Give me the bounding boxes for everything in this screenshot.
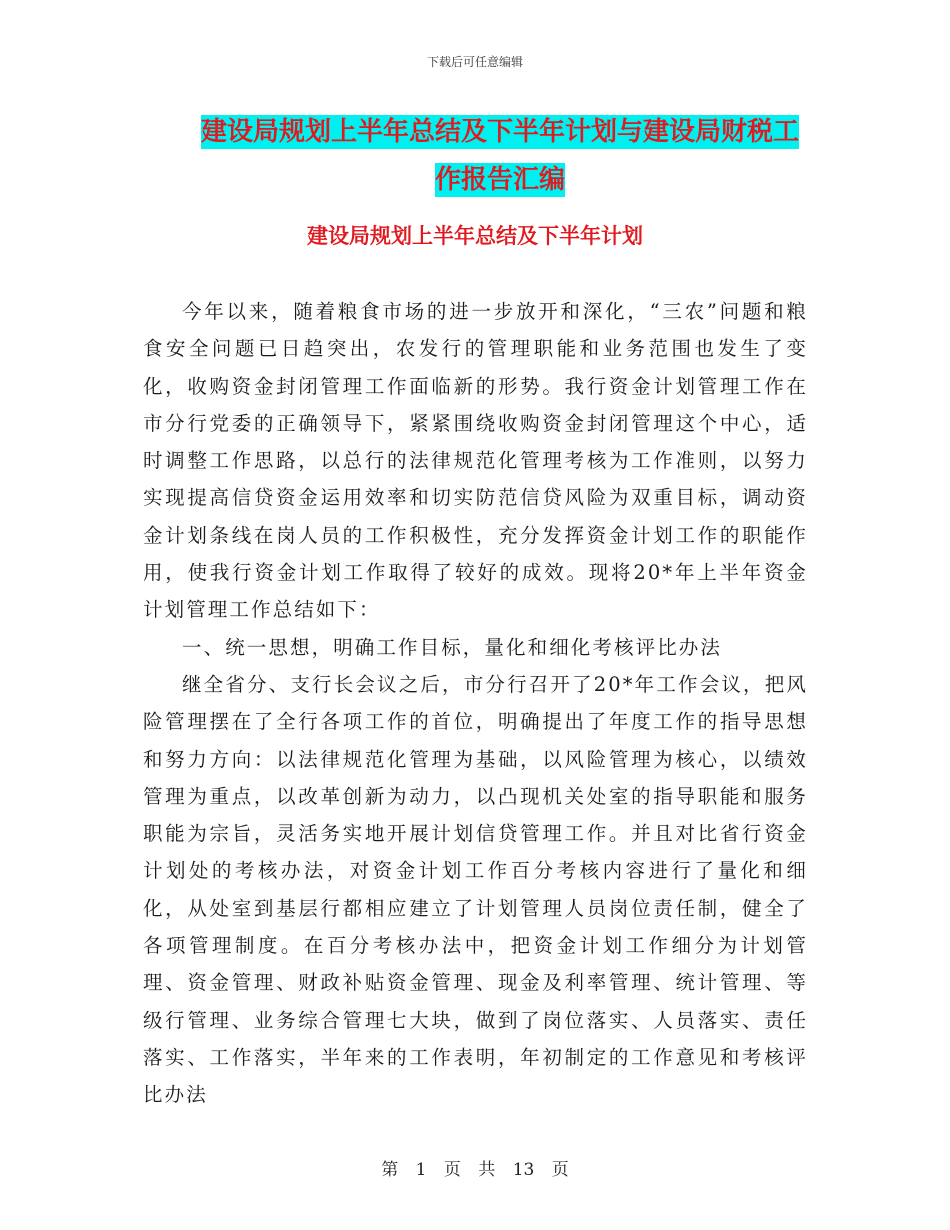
document-title: [160, 108, 840, 204]
footer-total-prefix: 共: [478, 1160, 496, 1180]
section-title: 建设局规划上半年总结及下半年计划: [307, 224, 643, 248]
footer-page-mid: 页: [443, 1160, 461, 1180]
footer-page-number: 1: [415, 1160, 427, 1180]
document-title-line2: 作报告汇编: [434, 165, 565, 195]
page-footer: [0, 1155, 950, 1180]
footer-total-suffix: 页: [551, 1160, 569, 1180]
paragraph-intro: 今年以来，随着粮食市场的进一步放开和深化，“三农”问题和粮食安全问题已日趋突出，农发行的管理职能和业务范围也发生了变化，收购资金封闭管理工作面临新的形势。我行资金计划管理工作在市分行党委的正确领导下，紧紧围绕收购资金封闭管理这个中心，适时调整工作思路，以总行的法律规范化管理考核为工作准则，以努力实现提高信贷资金运用效率和切实防范信贷风险为双重目标，调动资金计划条线在岗人员的工作积极性，充分发挥资金计划工作的职能作用，使我行资金计划工作取得了较好的成效。现将20*年上半年资金计划管理工作总结如下：: [143, 300, 808, 622]
footer-page-prefix: 第: [381, 1160, 399, 1180]
paragraph-body-1: 继全省分、支行长会议之后，市分行召开了20*年工作会议，把风险管理摆在了全行各项工作的首位，明确提出了年度工作的指导思想和努力方向：以法律规范化管理为基础，以风险管理为核心，以绩效管理为重点，以改革创新为动力，以凸现机关处室的指导职能和服务职能为宗旨，灵活务实地开展计划信贷管理工作。并且对比省行资金计划处的考核办法，对资金计划工作百分考核内容进行了量化和细化，从处室到基层行都相应建立了计划管理人员岗位责任制，健全了各项管理制度。在百分考核办法中，把资金计划工作细分为计划管理、资金管理、财政补贴资金管理、现金及利率管理、统计管理、等级行管理、业务综合管理七大块，做到了岗位落实、人员落实、责任落实、工作落实，半年来的工作表明，年初制定的工作意见和考核评比办法: [143, 672, 808, 1107]
document-title-line1: 建设局规划上半年总结及下半年计划与建设局财税工: [200, 117, 799, 147]
header-note: 下载后可任意编辑: [426, 55, 523, 69]
paragraph-heading-1: 一、统一思想，明确工作目标，量化和细化考核评比办法: [182, 635, 723, 659]
document-body: [143, 293, 808, 1114]
footer-total-pages: 13: [512, 1160, 535, 1180]
